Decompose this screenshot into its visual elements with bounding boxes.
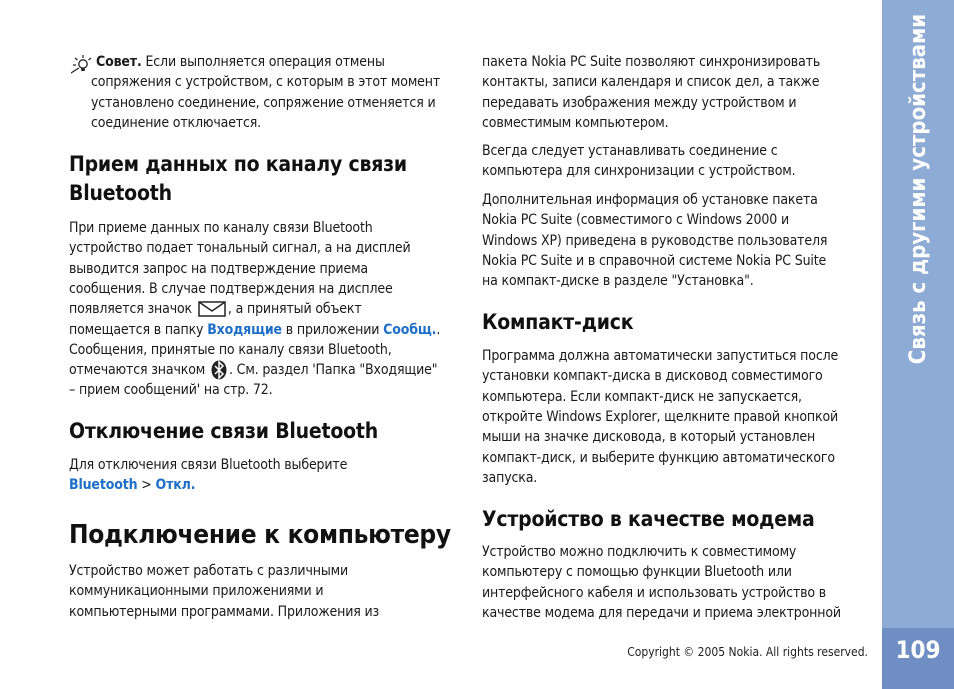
cd-line-5: мыши на значке дисковода, в который установлен — [482, 429, 816, 446]
receive-line-2: устройство подает тональный сигнал, а на дисплей — [69, 240, 411, 257]
disconnect-line-2 — [69, 475, 464, 495]
receive-line-5b: , а принятый объект — [227, 301, 362, 318]
envelope-icon — [198, 301, 226, 317]
receive-line-1: При приеме данных по каналу связи Bluetooth — [69, 220, 373, 236]
inbox-link[interactable]: Входящие — [207, 321, 282, 338]
receive-line-5 — [69, 299, 464, 319]
pc-suite-line-3: передавать изображения между устройством и — [482, 94, 797, 111]
receive-line-7: Сообщения, принятые по каналу связи Bluetooth, — [69, 341, 392, 358]
tip-line-2: сопряжения с устройством, с которым в этот момент — [91, 74, 441, 91]
tip-text-1: Если выполняется операция отмены — [145, 54, 385, 70]
cd-line-3: компьютера. Если компакт-диск не запускается, — [482, 388, 802, 405]
modem-line-4: качестве модема для передачи и приема электронной — [482, 604, 841, 621]
cd-line-1: Программа должна автоматически запуститься после — [482, 348, 839, 364]
bluetooth-menu-link[interactable]: Bluetooth — [69, 477, 138, 494]
pc-suite-line-2: контакты, записи календаря и список дел, а также — [482, 74, 820, 91]
bluetooth-message-icon — [210, 360, 228, 380]
receive-line-5a: появляется значок — [69, 301, 193, 318]
page-number: 109 — [895, 636, 941, 664]
receive-line-6a: помещается в папку — [69, 321, 204, 338]
install-line-5: на компакт-диске в разделе "Установка". — [482, 273, 754, 290]
tip-line-3: установлено соединение, сопряжение отменяется и — [91, 94, 436, 111]
menu-separator: > — [141, 477, 152, 494]
modem-line-2: компьютеру с помощью функции Bluetooth или — [482, 564, 792, 581]
pc-line-2: коммуникационными приложениями и — [69, 583, 324, 600]
receive-line-9: – прием сообщений' на стр. 72. — [69, 382, 273, 399]
receive-heading-line-1: Прием данных по каналу связи — [69, 152, 407, 176]
sync-line-2: компьютера для синхронизации с устройством. — [482, 163, 796, 180]
chapter-title: Связь с другими устройствами — [906, 13, 931, 365]
receive-line-6b: в приложении — [285, 321, 380, 338]
receive-heading-line-2: Bluetooth — [69, 181, 172, 205]
pc-suite-line-4: совместимым компьютером. — [482, 114, 669, 131]
cd-line-4: откройте Windows Explorer, щелкните правой кнопкой — [482, 408, 839, 425]
modem-line-3: интерфейсного кабеля и использовать устройство в — [482, 584, 827, 601]
install-line-1: Дополнительная информация об установке пакета — [482, 192, 818, 208]
install-line-4: Nokia PC Suite и в справочной системе Nokia PC Suite — [482, 252, 827, 269]
cd-line-2: установки компакт-диска в дисковод совместимого — [482, 368, 823, 385]
receive-line-8 — [69, 360, 464, 380]
modem-line-1: Устройство можно подключить к совместимому — [482, 544, 797, 560]
tip-label: Совет. — [96, 54, 142, 70]
receive-line-4: сообщения. В случае подтверждения на дисплее — [69, 280, 393, 297]
messaging-link[interactable]: Сообщ. — [383, 321, 437, 338]
pc-line-3: компьютерными программами. Приложения из — [69, 603, 380, 620]
receive-line-6c: . — [436, 321, 441, 338]
sync-line-1: Всегда следует устанавливать соединение с — [482, 143, 778, 159]
cd-heading: Компакт-диск — [482, 310, 634, 334]
disconnect-heading: Отключение связи Bluetooth — [69, 419, 379, 443]
pc-line-1: Устройство может работать с различными — [69, 563, 349, 579]
off-menu-link[interactable]: Откл. — [155, 477, 196, 494]
copyright-footer: Copyright © 2005 Nokia. All rights reserved. — [627, 645, 868, 659]
receive-line-3: выводится запрос на подтверждение приема — [69, 260, 368, 277]
tip-line-4: соединение отключается. — [91, 114, 262, 131]
disconnect-line-1: Для отключения связи Bluetooth выберите — [69, 457, 348, 473]
receive-line-8a: отмечаются значком — [69, 362, 206, 379]
lightbulb-icon — [71, 54, 93, 74]
install-line-2: Nokia PC Suite (совместимого с Windows 2000 и — [482, 212, 789, 229]
receive-line-8b: . См. раздел 'Папка "Входящие" — [228, 362, 438, 379]
cd-line-6: компакт-диск, и выберите функцию автоматического — [482, 449, 835, 466]
cd-line-7: запуска. — [482, 469, 538, 486]
pc-suite-line-1: пакета Nokia PC Suite позволяют синхронизировать — [482, 54, 821, 70]
tip-line-1 — [96, 52, 466, 72]
receive-line-6 — [69, 320, 464, 340]
install-line-3: Windows XP) приведена в руководстве пользователя — [482, 232, 828, 249]
modem-heading: Устройство в качестве модема — [482, 507, 815, 531]
pc-heading: Подключение к компьютеру — [69, 520, 451, 550]
